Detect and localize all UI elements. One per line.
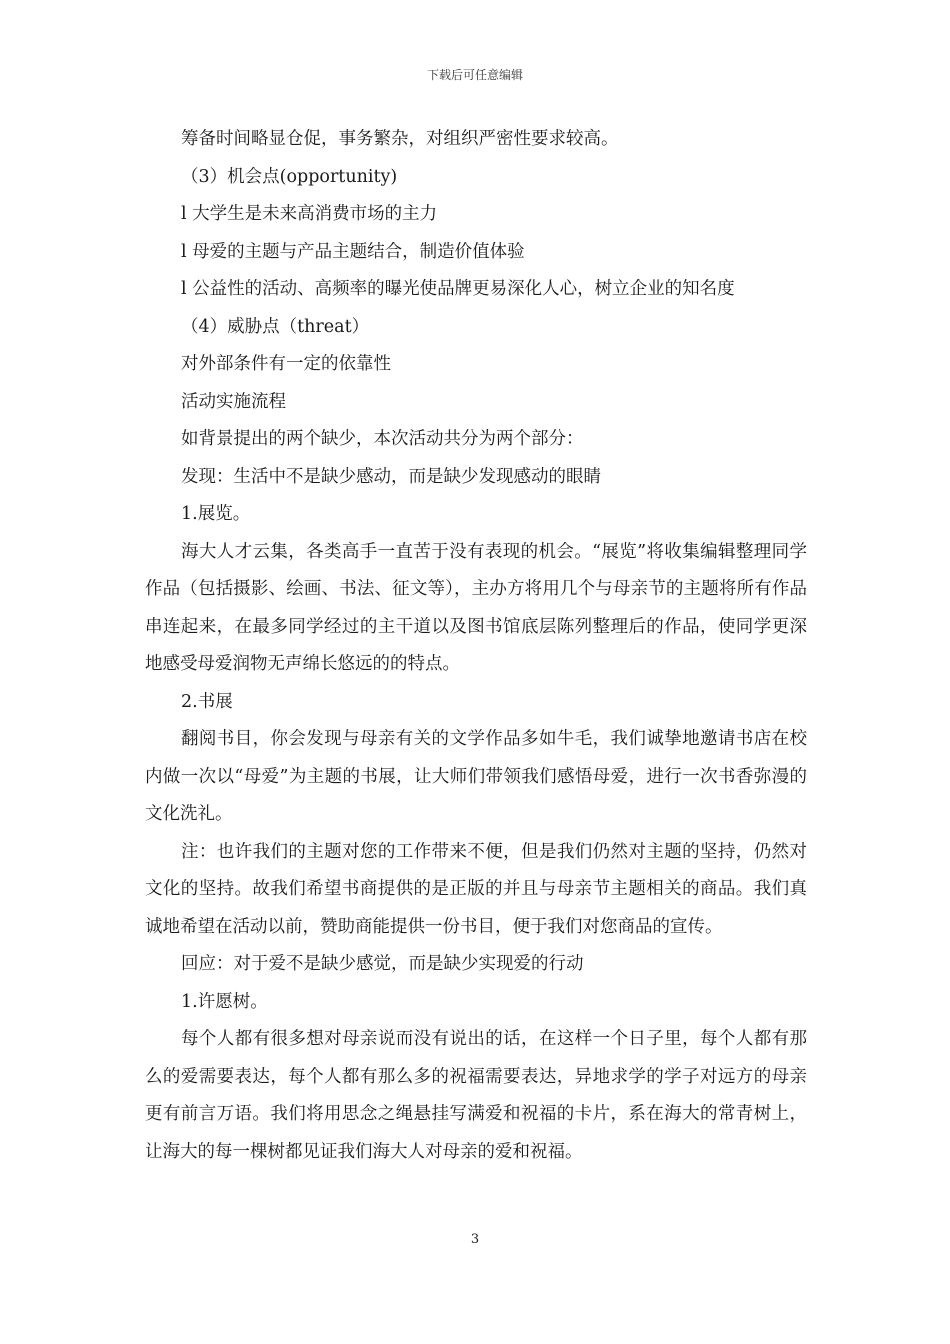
bullet-item: l 公益性的活动、高频率的曝光使品牌更易深化人心，树立企业的知名度: [181, 279, 735, 299]
paragraph-wish-tree: 每个人都有很多想对母亲说而没有说出的话，在这样一个日子里，每个人都有那么的爱需要表达，每个人都有那么多的祝福需要表达，异地求学的学子对远方的母亲更有前言万语。我们将用思念之绳悬挂写满爱和祝福的卡片，系在海大的常青树上，让海大的每一棵树都见证我们海大人对母亲的爱和祝福。: [145, 1029, 807, 1162]
item-heading-wish-tree: 1.许愿树。: [181, 991, 268, 1012]
text-line: 对外部条件有一定的依靠性: [181, 354, 391, 374]
item-heading-exhibition: 1.展览。: [181, 504, 251, 524]
section-heading-opportunity: （3）机会点(opportunity): [181, 166, 398, 187]
text-line: 回应：对于爱不是缺少感觉，而是缺少实现爱的行动: [181, 954, 584, 974]
bullet-item: l 大学生是未来高消费市场的主力: [181, 204, 438, 224]
paragraph-exhibition: 海大人才云集，各类高手一直苦于没有表现的机会。“展览”将收集编辑整理同学作品（包括摄影、绘画、书法、征文等），主办方将用几个与母亲节的主题将所有作品串连起来，在最多同学经过的主干道以及图书馆底层陈列整理后的作品，使同学更深地感受母爱润物无声绵长悠远的的特点。: [145, 541, 807, 674]
bullet-item: l 母爱的主题与产品主题结合，制造价值体验: [181, 241, 525, 262]
item-heading-book-fair: 2.书展: [181, 691, 233, 712]
section-heading-process: 活动实施流程: [181, 391, 286, 412]
page-number: 3: [470, 1232, 480, 1247]
document-body: [145, 121, 807, 1171]
text-line: 如背景提出的两个缺少，本次活动共分为两个部分：: [181, 429, 584, 449]
page-header: 下载后可任意编辑: [426, 68, 523, 82]
text-line: 筹备时间略显仓促，事务繁杂，对组织严密性要求较高。: [181, 129, 619, 149]
section-heading-threat: （4）威胁点（threat）: [181, 316, 370, 337]
paragraph-book-fair: 翻阅书目，你会发现与母亲有关的文学作品多如牛毛，我们诚挚地邀请书店在校内做一次以“母爱”为主题的书展，让大师们带领我们感悟母爱，进行一次书香弥漫的文化洗礼。: [145, 729, 807, 824]
paragraph-note: 注：也许我们的主题对您的工作带来不便，但是我们仍然对主题的坚持，仍然对文化的坚持。故我们希望书商提供的是正版的并且与母亲节主题相关的商品。我们真诚地希望在活动以前，赞助商能提供一份书目，便于我们对您商品的宣传。: [145, 841, 807, 937]
text-line: 发现：生活中不是缺少感动，而是缺少发现感动的眼睛: [181, 466, 601, 487]
